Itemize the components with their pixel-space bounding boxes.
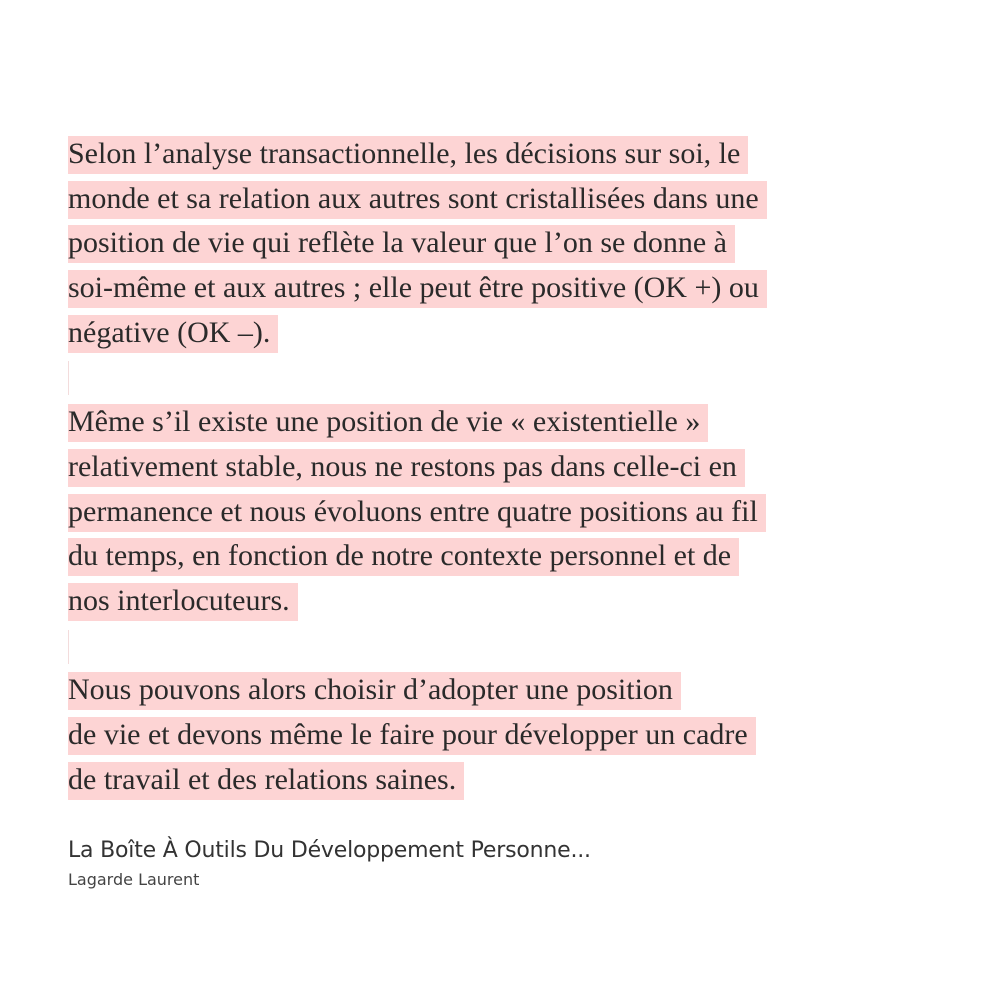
highlighted-quote bbox=[68, 132, 908, 802]
quote-line: Nous pouvons alors choisir d’adopter une position bbox=[68, 668, 908, 713]
quote-line: de travail et des relations saines. bbox=[68, 758, 908, 803]
quote-paragraph-3 bbox=[68, 668, 908, 802]
quote-line: du temps, en fonction de notre contexte personnel et de bbox=[68, 534, 908, 579]
book-title: La Boîte À Outils Du Développement Personne... bbox=[68, 838, 591, 863]
quote-line: permanence et nous évoluons entre quatre positions au fil bbox=[68, 490, 908, 535]
source-attribution bbox=[68, 836, 591, 891]
paragraph-gap bbox=[68, 624, 908, 669]
quote-line: négative (OK –). bbox=[68, 311, 908, 356]
quote-paragraph-1 bbox=[68, 132, 908, 355]
quote-line: Selon l’analyse transactionnelle, les décisions sur soi, le bbox=[68, 132, 908, 177]
quote-line: de vie et devons même le faire pour développer un cadre bbox=[68, 713, 908, 758]
quote-paragraph-2 bbox=[68, 400, 908, 623]
paragraph-gap bbox=[68, 355, 908, 400]
quote-line: relativement stable, nous ne restons pas dans celle-ci en bbox=[68, 445, 908, 490]
quote-line: soi-même et aux autres ; elle peut être positive (OK +) ou bbox=[68, 266, 908, 311]
quote-line: nos interlocuteurs. bbox=[68, 579, 908, 624]
book-author: Lagarde Laurent bbox=[68, 870, 200, 889]
quote-line: monde et sa relation aux autres sont cristallisées dans une bbox=[68, 177, 908, 222]
quote-line: Même s’il existe une position de vie « existentielle » bbox=[68, 400, 908, 445]
quote-line: position de vie qui reflète la valeur que l’on se donne à bbox=[68, 221, 908, 266]
